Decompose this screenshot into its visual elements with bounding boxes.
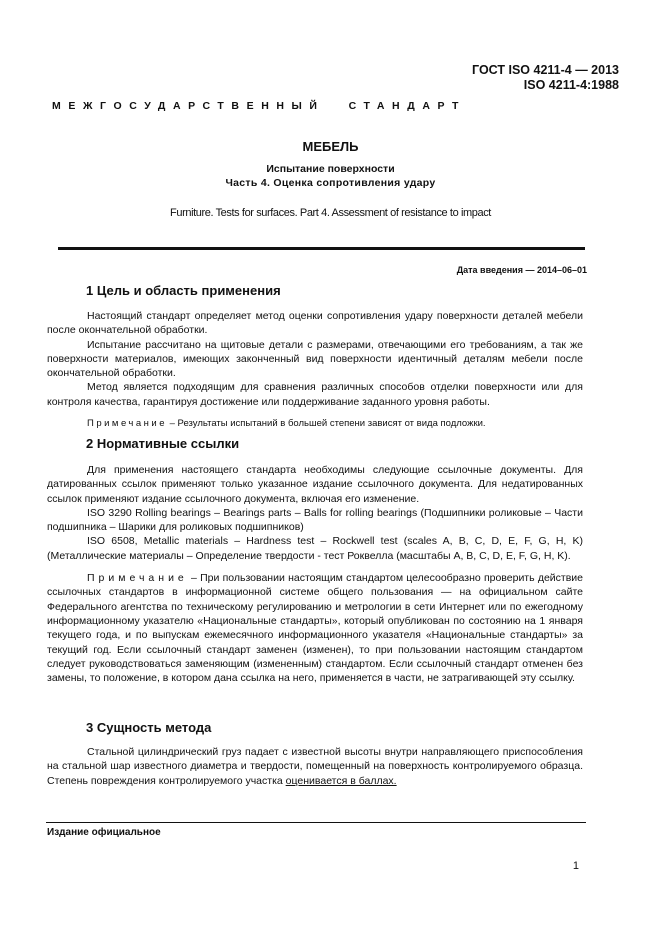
- standard-kind-interstate: МЕЖГОСУДАРСТВЕННЫЙ: [52, 100, 325, 112]
- reference-item: ISO 3290 Rolling bearings – Bearings parts – Balls for rolling bearings (Подшипники роликовые – Части подшипника – Шарики для роликовых подшипников): [47, 506, 583, 534]
- page-number: 1: [572, 860, 579, 872]
- iso-code: ISO 4211-4:1988: [523, 78, 619, 92]
- section-3-heading: 3 Сущность метода: [86, 720, 212, 735]
- footer-divider: [46, 822, 586, 823]
- section-1-body: [47, 309, 583, 431]
- doc-subtitle-1: Испытание поверхности: [266, 163, 395, 175]
- note-label: Примечание: [87, 418, 167, 430]
- reference-item: ISO 6508, Metallic materials – Hardness test – Rockwell test (scales A, B, C, D, E, F, G, H, K) (Металлические материалы – Определение твердости - тест Роквелла (масштабы A, B, C, D, E, F, G, H, K).: [47, 535, 583, 562]
- underlined-text: оценивается в баллах.: [285, 774, 397, 787]
- intro-date: Дата введения — 2014–06–01: [456, 265, 587, 275]
- paragraph-text: Стальной цилиндрический груз падает с известной высоты внутри направляющего приспособления на стальной шар известного диаметра и твердости, помещенный на поверхность контролируемого образца. Степень повреждения контролируемого участка: [47, 746, 583, 787]
- note: [47, 571, 583, 685]
- paragraph: Испытание рассчитано на щитовые детали с размерами, отвечающими его требованиям, а так же поверхности материалов, имеющих законченный вид поверхности идентичный деталям мебели после окончательной обработки.: [47, 338, 583, 380]
- standard-kind-standard: СТАНДАРТ: [348, 100, 466, 112]
- note-text: – Результаты испытаний в большей степени зависят от вида подложки.: [167, 418, 486, 430]
- paragraph: Для применения настоящего стандарта необходимы следующие ссылочные документы. Для датированных ссылок применяют только указанное издание ссылочного документа. Для недатированных ссылок применяют издание ссылочного документа, включая его изменение.: [47, 464, 583, 505]
- paragraph: [47, 745, 583, 788]
- doc-title: МЕБЕЛЬ: [302, 139, 359, 154]
- paragraph: Настоящий стандарт определяет метод оценки сопротивления удару поверхности деталей мебели после окончательной обработки.: [47, 310, 583, 337]
- title-divider: [58, 247, 585, 250]
- note: [47, 417, 583, 431]
- note-text: – При пользовании настоящим стандартом целесообразно проверить действие ссылочных стандартов в информационной системе общего пользования — на официальном сайте Федерального агентства по техническому регулированию и метрологии в сети Интернет или по ежегодному информационному указателю «Национальные стандарты», который опубликован по состоянию на 1 января текущего года, и по выпускам ежемесячного информационного указателя «Национальные стандарты» за текущий год. Если ссылочный стандарт заменен (изменен), то при пользовании настоящим стандартом следует руководствоваться заменяющим (измененным) стандартом. Если ссылочный стандарт отменен без замены, то положение, в котором дана ссылка на него, применяется в части, не затрагивающей эту ссылку.: [47, 572, 583, 685]
- section-3-body: [47, 745, 583, 788]
- paragraph: Метод является подходящим для сравнения различных способов отделки поверхности или для контроля качества, гарантируя достижение или поддерживание заданного уровня работы.: [47, 381, 583, 408]
- section-2-heading: 2 Нормативные ссылки: [86, 436, 240, 451]
- edition-label: Издание официальное: [47, 827, 161, 838]
- section-2-body: [47, 463, 583, 685]
- standard-kind: [52, 100, 466, 112]
- section-1-heading: 1 Цель и область применения: [86, 283, 281, 298]
- doc-title-english: Furniture. Tests for surfaces. Part 4. Assessment of resistance to impact: [170, 207, 491, 219]
- doc-subtitle-2: Часть 4. Оценка сопротивления удару: [225, 177, 436, 189]
- gost-code: ГОСТ ISO 4211-4 — 2013: [472, 63, 619, 77]
- note-label: Примечание: [87, 572, 188, 585]
